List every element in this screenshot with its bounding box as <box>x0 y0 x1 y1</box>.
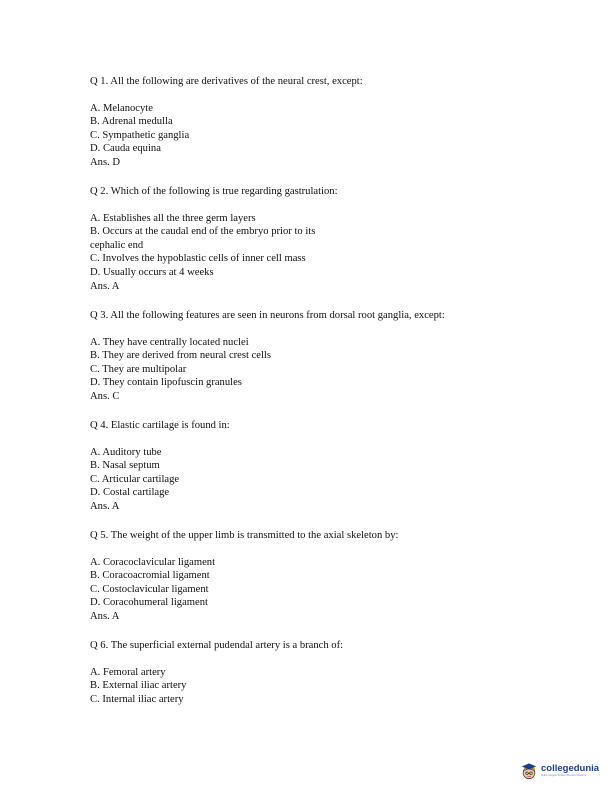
question-3 <box>90 309 530 404</box>
option-b: B. Coracoacromial ligament <box>90 570 210 582</box>
option-a: A. Melanocyte <box>90 102 153 114</box>
question-text: Q 1. All the following are derivatives of the neural crest, except: <box>90 76 363 87</box>
option-b: B. They are derived from neural crest cells <box>90 350 271 362</box>
logo-name: collegedunia <box>541 763 600 774</box>
option-d: D. Coracohumeral ligament <box>90 597 208 609</box>
answer: Ans. C <box>90 390 120 402</box>
graduate-avatar-icon <box>520 762 538 780</box>
logo-tagline: India's largest Student Review Platform <box>541 774 587 777</box>
question-text: Q 5. The weight of the upper limb is transmitted to the axial skeleton by: <box>90 530 399 541</box>
option-c: C. They are multipolar <box>90 363 187 375</box>
option-d: D. They contain lipofuscin granules <box>90 377 242 389</box>
collegedunia-logo <box>520 758 604 784</box>
option-b: B. External iliac artery <box>90 680 187 692</box>
option-c: C. Costoclavicular ligament <box>90 583 209 595</box>
option-b: B. Adrenal medulla <box>90 116 173 128</box>
option-d: D. Costal cartilage <box>90 487 170 499</box>
question-text: Q 4. Elastic cartilage is found in: <box>90 420 230 431</box>
answer: Ans. D <box>90 156 121 168</box>
question-text: Q 2. Which of the following is true regarding gastrulation: <box>90 186 338 197</box>
option-b: B. Occurs at the caudal end of the embryo prior to its cephalic end <box>90 226 316 251</box>
option-b: B. Nasal septum <box>90 460 160 472</box>
option-d: D. Usually occurs at 4 weeks <box>90 266 214 278</box>
option-a: A. Femoral artery <box>90 666 166 678</box>
option-a: A. Auditory tube <box>90 446 162 458</box>
question-6 <box>90 639 530 706</box>
question-text: Q 3. All the following features are seen in neurons from dorsal root ganglia, except: <box>90 310 445 321</box>
option-c: C. Sympathetic ganglia <box>90 129 190 141</box>
question-2 <box>90 185 530 293</box>
question-1 <box>90 75 530 170</box>
option-c: C. Articular cartilage <box>90 473 180 485</box>
option-c: C. Involves the hypoblastic cells of inner cell mass <box>90 253 306 265</box>
option-a: A. Establishes all the three germ layers <box>90 212 256 224</box>
question-text: Q 6. The superficial external pudendal artery is a branch of: <box>90 640 344 651</box>
option-a: A. Coracoclavicular ligament <box>90 556 216 568</box>
question-4 <box>90 419 530 514</box>
option-a: A. They have centrally located nuclei <box>90 336 249 348</box>
option-c: C. Internal iliac artery <box>90 693 184 705</box>
answer: Ans. A <box>90 500 120 512</box>
option-d: D. Cauda equina <box>90 143 161 155</box>
answer: Ans. A <box>90 610 120 622</box>
question-5 <box>90 529 530 624</box>
answer: Ans. A <box>90 280 120 292</box>
